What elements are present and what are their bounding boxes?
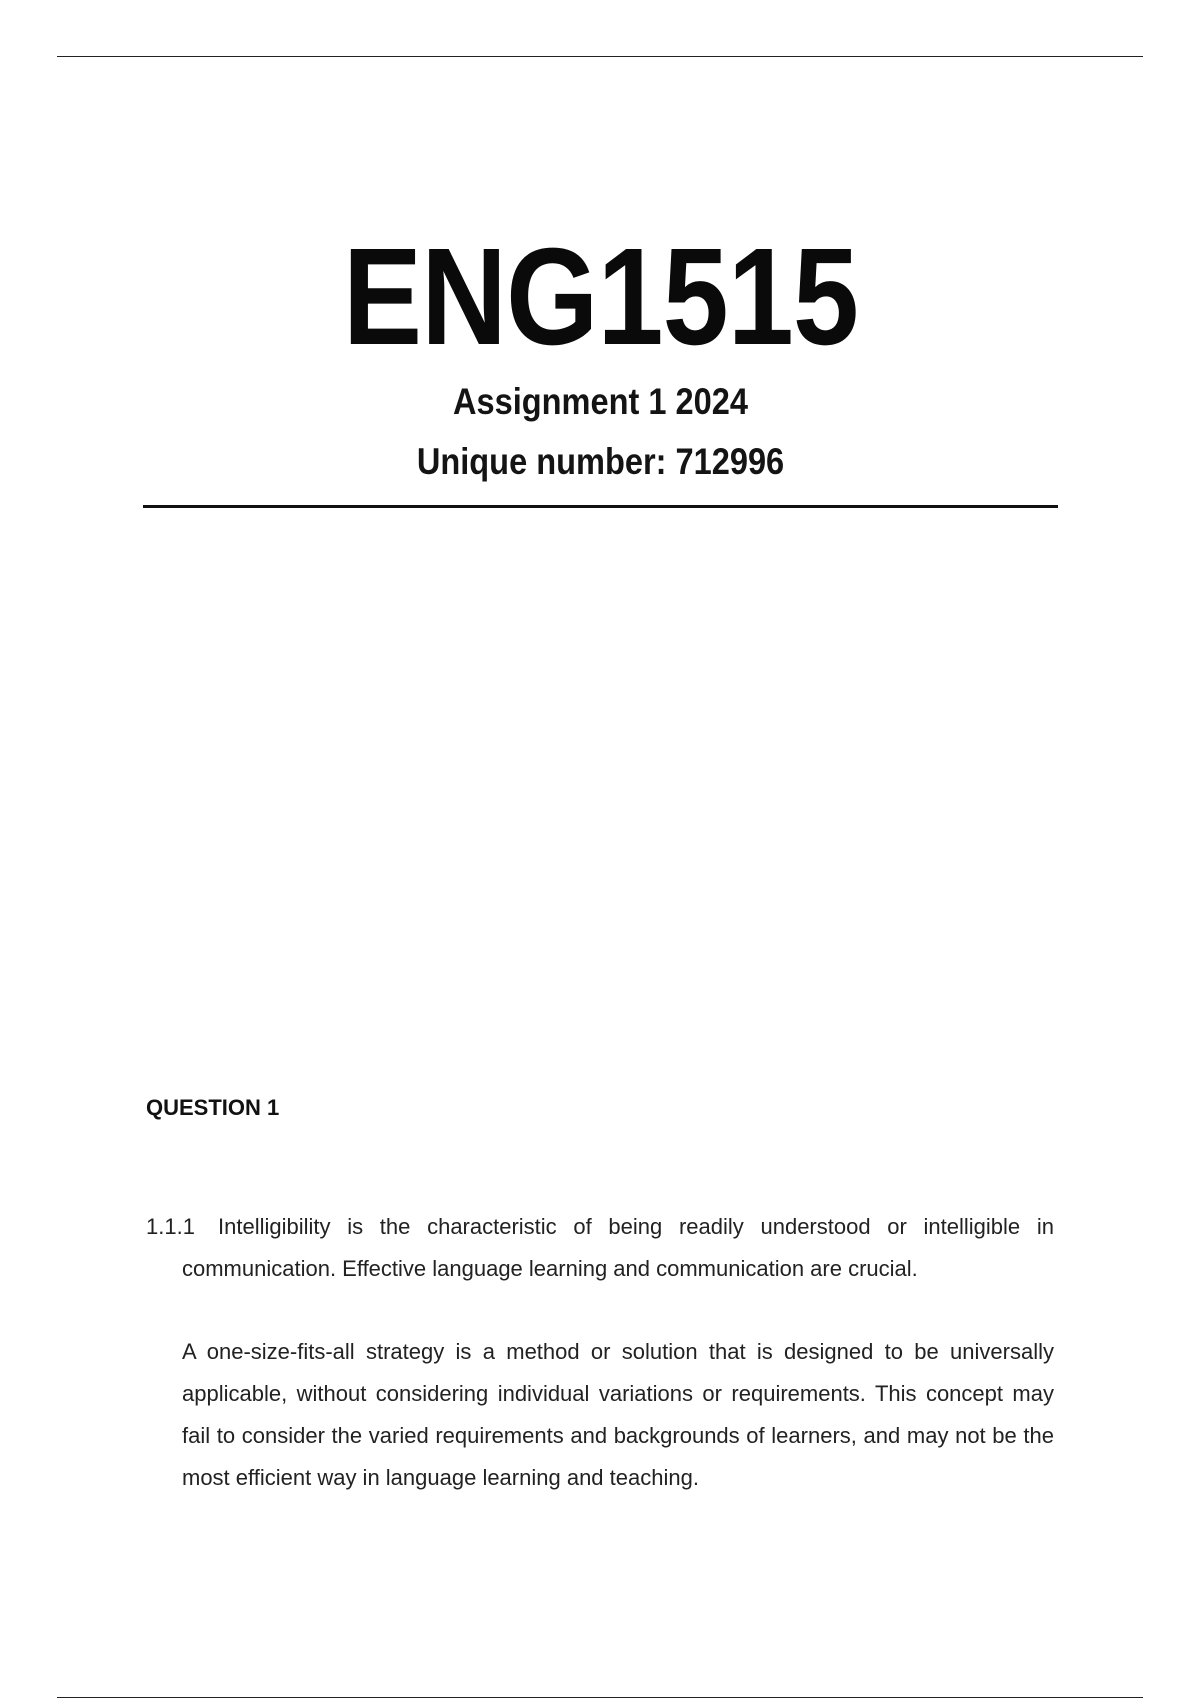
assignment-title: Assignment 1 2024 <box>453 381 748 422</box>
cover-underline <box>143 505 1058 508</box>
answer-body <box>146 1206 1054 1499</box>
bottom-rule <box>57 1697 1143 1698</box>
question-heading: QUESTION 1 <box>146 1095 280 1120</box>
unique-number: Unique number: 712996 <box>416 441 785 482</box>
answer-paragraph: A one-size-fits-all strategy is a method or solution that is designed to be universally applicable, without considering individual variations or requirements. This concept may fail to consider the varied requirements and backgrounds of learners, and may not be the most efficient way in language learning and teaching. <box>182 1339 1054 1490</box>
item-number: 1.1.1 <box>146 1214 195 1239</box>
cover-block <box>143 222 1058 492</box>
item-text: Intelligibility is the characteristic of being readily understood or intelligible in communication. Effective language learning and communication are crucial. <box>182 1214 1054 1281</box>
course-code: ENG1515 <box>342 220 859 374</box>
answer-item <box>146 1206 1054 1290</box>
top-rule <box>57 56 1143 57</box>
